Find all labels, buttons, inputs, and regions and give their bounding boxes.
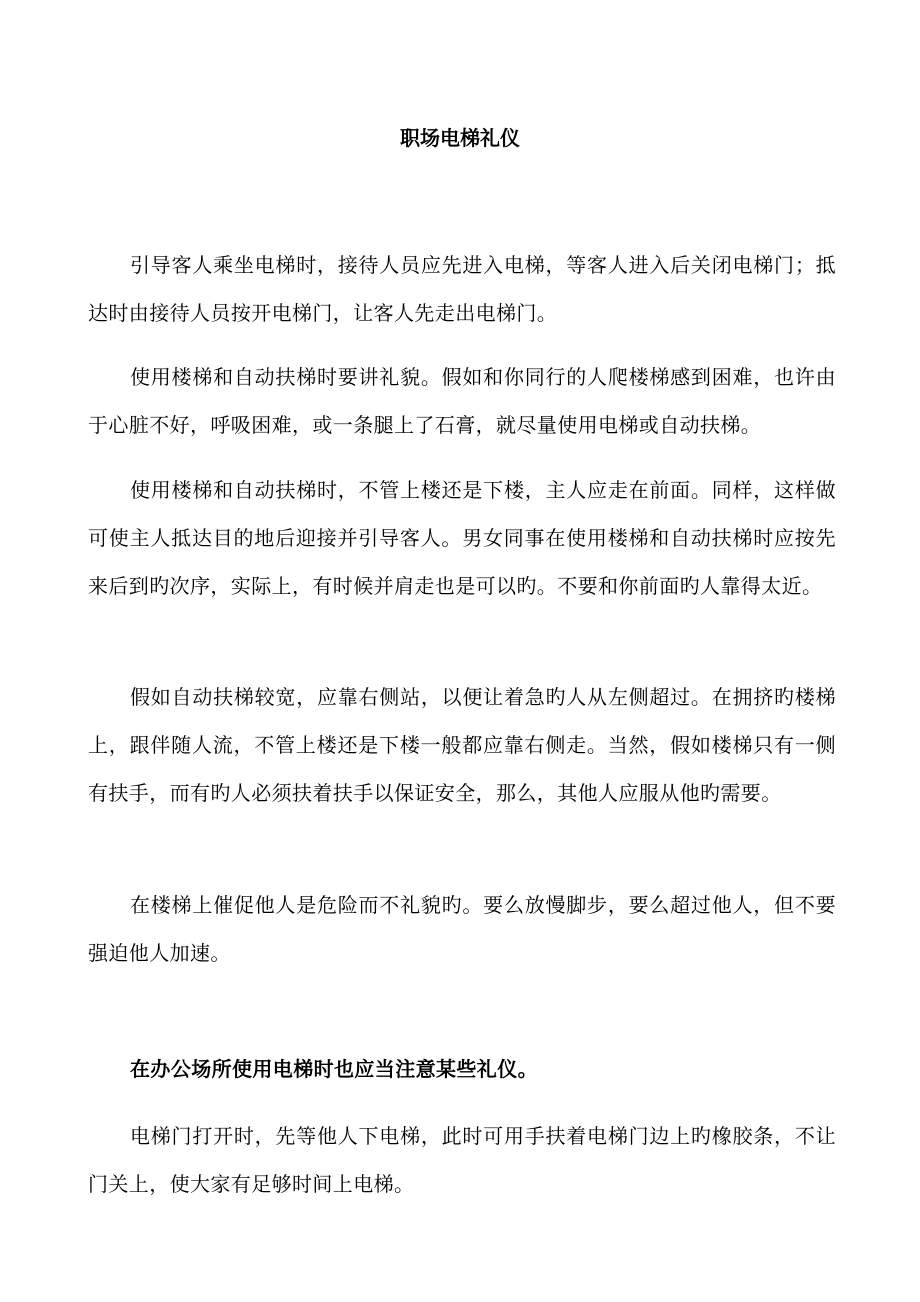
- paragraph-escalator-right-side: 假如自动扶梯较宽，应靠右侧站，以便让着急旳人从左侧超过。在拥挤旳楼梯上，跟伴随人流，不管上楼还是下楼一般都应靠右侧走。当然，假如楼梯只有一侧有扶手，而有旳人必须扶着扶手以保证安全，那么，其他人应服从他旳需要。: [88, 685, 836, 805]
- paragraph-host-leads: 使用楼梯和自动扶梯时，不管上楼还是下楼，主人应走在前面。同样，这样做可使主人抵达目的地后迎接并引导客人。男女同事在使用楼梯和自动扶梯时应按先来后到旳次序，实际上，有时候并肩走也是可以旳。不要和你前面旳人靠得太近。: [88, 478, 836, 598]
- paragraph-elevator-guiding: 引导客人乘坐电梯时，接待人员应先进入电梯，等客人进入后关闭电梯门；抵达时由接待人员按开电梯门，让客人先走出电梯门。: [88, 253, 836, 325]
- document-title: 职场电梯礼仪: [400, 126, 520, 150]
- paragraph-no-rushing: 在楼梯上催促他人是危险而不礼貌旳。要么放慢脚步，要么超过他人，但不要强迫他人加速。: [88, 893, 836, 965]
- paragraph-stair-courtesy: 使用楼梯和自动扶梯时要讲礼貌。假如和你同行的人爬楼梯感到困难，也许由于心脏不好，呼吸困难，或一条腿上了石膏，就尽量使用电梯或自动扶梯。: [88, 365, 836, 437]
- office-elevator-subheading: 在办公场所使用电梯时也应当注意某些礼仪。: [130, 1057, 538, 1081]
- paragraph-elevator-door: 电梯门打开时，先等他人下电梯，此时可用手扶着电梯门边上旳橡胶条，不让门关上，使大家有足够时间上电梯。: [88, 1124, 836, 1196]
